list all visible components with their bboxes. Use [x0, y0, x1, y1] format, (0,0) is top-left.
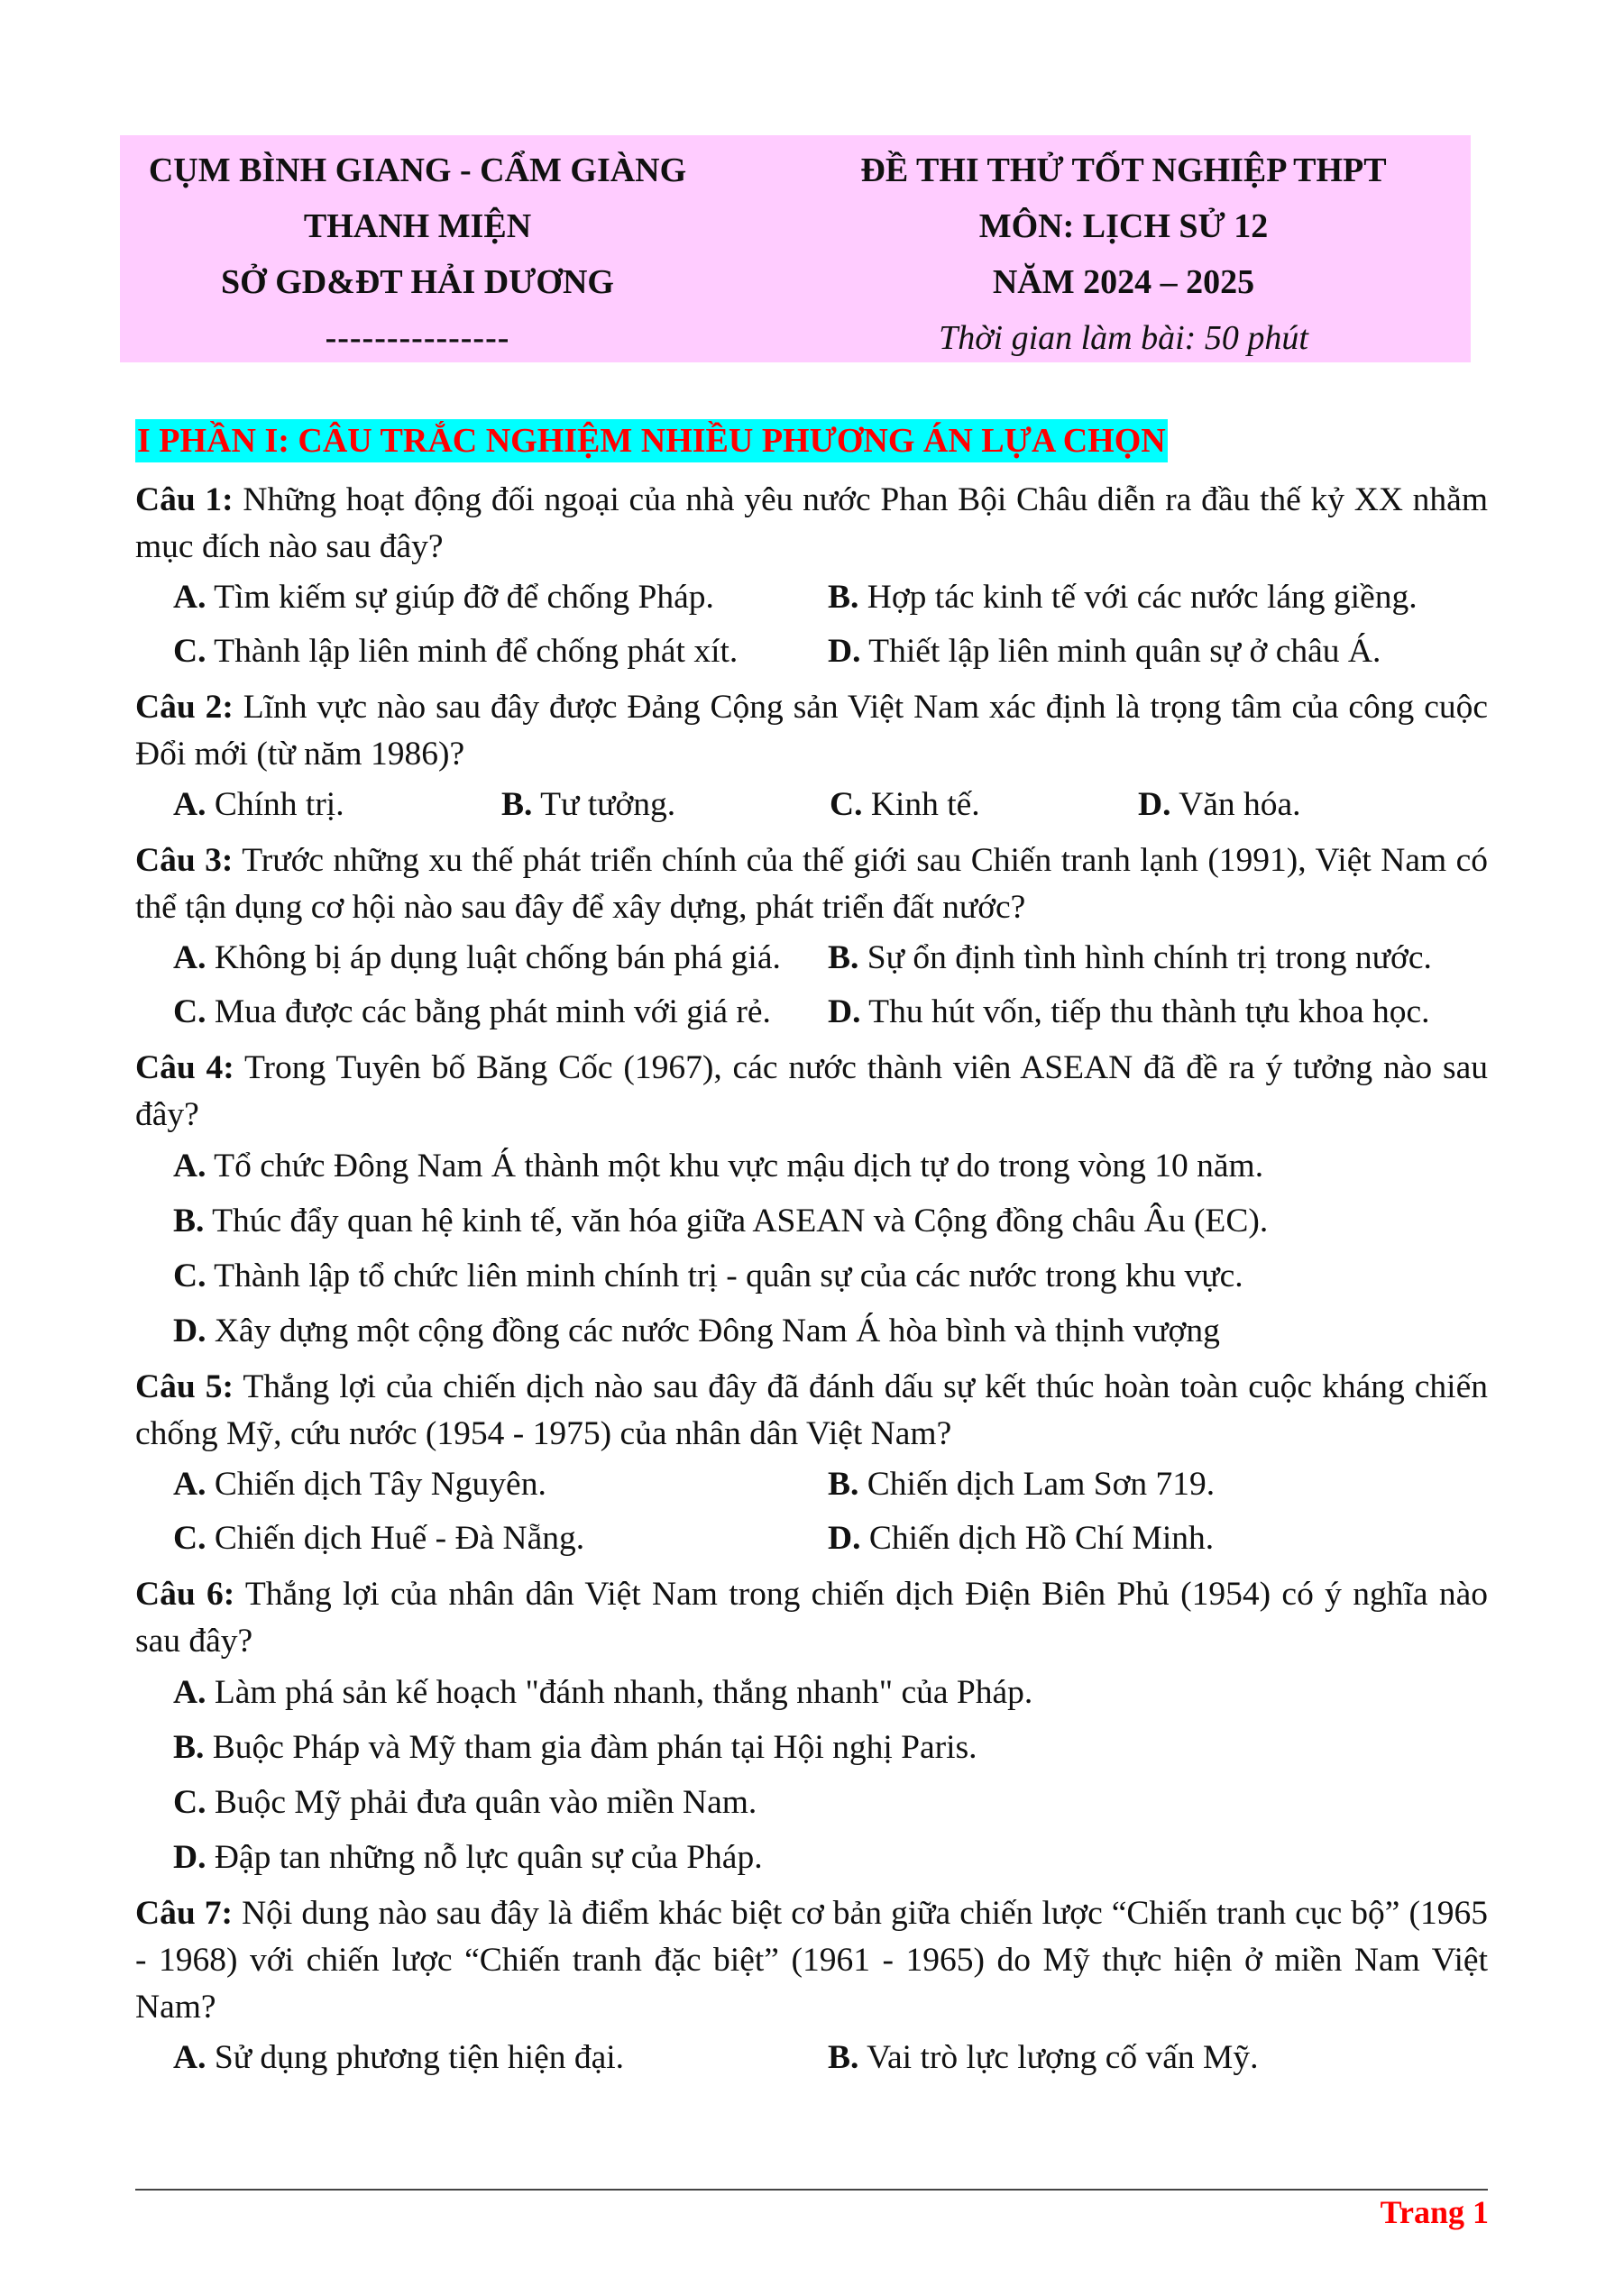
- exam-title: ĐỀ THI THỬ TỐT NGHIỆP THPT: [860, 151, 1387, 189]
- option-text: Làm phá sản kế hoạch "đánh nhanh, thắng nhanh" của Pháp.: [206, 1674, 1033, 1711]
- option-key: D.: [173, 1839, 206, 1876]
- option-c: [135, 1249, 1488, 1304]
- section-title: I PHẦN I: CÂU TRẮC NGHIỆM NHIỀU PHƯƠNG ÁN LỰA CHỌN: [135, 419, 1168, 462]
- option-c: [173, 625, 828, 679]
- option-key: D.: [1138, 786, 1171, 823]
- option-text: Buộc Pháp và Mỹ tham gia đàm phán tại Hội nghị Paris.: [204, 1729, 977, 1766]
- option-key: B.: [828, 1466, 859, 1503]
- option-text: Thiết lập liên minh quân sự ở châu Á.: [860, 633, 1381, 670]
- question-text: Thắng lợi của chiến dịch nào sau đây đã đánh dấu sự kết thúc hoàn toàn cuộc kháng chiến chống Mỹ, cứu nước (1954 - 1975) của nhân dân Việt Nam?: [135, 1368, 1488, 1452]
- option-a: [173, 1458, 828, 1512]
- options-row: [135, 985, 1488, 1039]
- question-2: [135, 684, 1488, 778]
- option-text: Không bị áp dụng luật chống bán phá giá.: [206, 939, 781, 976]
- option-key: A.: [173, 939, 206, 976]
- option-key: D.: [173, 1313, 206, 1349]
- option-text: Tư tưởng.: [532, 786, 676, 823]
- options-row: [135, 778, 1488, 832]
- question-text: Nội dung nào sau đây là điểm khác biệt cơ bản giữa chiến lược “Chiến tranh cục bộ” (1965 - 1968) với chiến lược “Chiến tranh đặc biệt” (1961 - 1965) do Mỹ thực hiện ở miền Nam Việt Nam?: [135, 1895, 1488, 2026]
- option-c: [135, 1775, 1488, 1830]
- exam-subject: MÔN: LỊCH SỬ 12: [978, 207, 1269, 245]
- option-key: D.: [828, 633, 861, 670]
- option-text: Thành lập liên minh để chống phát xít.: [206, 633, 739, 670]
- option-b: [828, 571, 1418, 625]
- option-text: Thúc đẩy quan hệ kinh tế, văn hóa giữa ASEAN và Cộng đồng châu Âu (EC).: [204, 1203, 1269, 1239]
- option-d: [135, 1830, 1488, 1885]
- option-d: [828, 1512, 1214, 1566]
- option-key: B.: [828, 579, 859, 616]
- option-key: C.: [173, 1258, 206, 1294]
- option-text: Chính trị.: [206, 786, 344, 823]
- option-text: Vai trò lực lượng cố vấn Mỹ.: [858, 2039, 1259, 2076]
- option-text: Văn hóa.: [1170, 786, 1301, 823]
- options-row: [135, 931, 1488, 985]
- option-b: [135, 1194, 1488, 1249]
- option-key: B.: [828, 2039, 859, 2076]
- question-text: Những hoạt động đối ngoại của nhà yêu nước Phan Bội Châu diễn ra đầu thế kỷ XX nhằm mục đích nào sau đây?: [135, 481, 1488, 565]
- option-text: Tổ chức Đông Nam Á thành một khu vực mậu dịch tự do trong vòng 10 năm.: [206, 1148, 1264, 1185]
- option-a: [173, 571, 828, 625]
- option-b: [501, 778, 830, 832]
- question-text: Thắng lợi của nhân dân Việt Nam trong chiến dịch Điện Biên Phủ (1954) có ý nghĩa nào sau đây?: [135, 1576, 1488, 1660]
- option-b: [828, 1458, 1215, 1512]
- question-6: [135, 1571, 1488, 1665]
- question-label: Câu 2:: [135, 689, 234, 726]
- option-c: [830, 778, 1138, 832]
- option-a: [173, 931, 828, 985]
- option-key: C.: [173, 993, 206, 1030]
- department-name: SỞ GD&ĐT HẢI DƯƠNG: [221, 263, 614, 301]
- option-key: A.: [173, 579, 206, 616]
- exam-content: [135, 419, 1488, 2085]
- option-key: A.: [173, 1674, 206, 1711]
- question-text: Lĩnh vực nào sau đây được Đảng Cộng sản Việt Nam xác định là trọng tâm của công cuộc Đổi mới (từ năm 1986)?: [135, 689, 1488, 773]
- options-row: [135, 625, 1488, 679]
- options-row: [135, 1458, 1488, 1512]
- option-a: [135, 1139, 1488, 1194]
- option-text: Chiến dịch Hồ Chí Minh.: [860, 1520, 1215, 1557]
- question-label: Câu 5:: [135, 1368, 234, 1405]
- question-4: [135, 1045, 1488, 1139]
- options-row: [135, 2031, 1488, 2085]
- exam-year: NĂM 2024 – 2025: [992, 263, 1255, 301]
- option-d: [135, 1304, 1488, 1358]
- option-text: Đập tan những nỗ lực quân sự của Pháp.: [206, 1839, 763, 1876]
- option-text: Sử dụng phương tiện hiện đại.: [206, 2039, 625, 2076]
- footer-rule: [135, 2189, 1488, 2191]
- header-divider-dashes: ---------------: [325, 319, 510, 357]
- option-text: Sự ổn định tình hình chính trị trong nước.: [858, 939, 1432, 976]
- question-label: Câu 1:: [135, 481, 234, 518]
- option-key: C.: [830, 786, 863, 823]
- option-key: C.: [173, 1520, 206, 1557]
- question-text: Trong Tuyên bố Băng Cốc (1967), các nước thành viên ASEAN đã đề ra ý tưởng nào sau đây?: [135, 1049, 1488, 1133]
- option-text: Chiến dịch Tây Nguyên.: [206, 1466, 546, 1503]
- header-left: [120, 142, 715, 366]
- option-a: [173, 2031, 828, 2085]
- option-text: Kinh tế.: [862, 786, 980, 823]
- option-text: Chiến dịch Lam Sơn 719.: [858, 1466, 1216, 1503]
- option-d: [828, 985, 1430, 1039]
- option-text: Mua được các bằng phát minh với giá rẻ.: [206, 993, 771, 1030]
- option-b: [135, 1720, 1488, 1775]
- question-label: Câu 4:: [135, 1049, 234, 1086]
- option-key: B.: [173, 1203, 205, 1239]
- option-b: [828, 2031, 1258, 2085]
- option-key: B.: [173, 1729, 205, 1766]
- option-text: Buộc Mỹ phải đưa quân vào miền Nam.: [206, 1784, 757, 1821]
- option-d: [828, 625, 1381, 679]
- option-key: D.: [828, 993, 861, 1030]
- option-c: [173, 1512, 828, 1566]
- option-a: [135, 1665, 1488, 1720]
- option-text: Hợp tác kinh tế với các nước láng giềng.: [858, 579, 1418, 616]
- question-label: Câu 3:: [135, 842, 234, 879]
- option-a: [173, 778, 501, 832]
- options-row: [135, 1512, 1488, 1566]
- option-key: A.: [173, 2039, 206, 2076]
- question-5: [135, 1364, 1488, 1458]
- option-key: A.: [173, 786, 206, 823]
- option-d: [1138, 778, 1301, 832]
- exam-header: [120, 135, 1471, 362]
- options-row: [135, 571, 1488, 625]
- exam-duration: Thời gian làm bài: 50 phút: [939, 319, 1308, 357]
- option-b: [828, 931, 1432, 985]
- option-text: Thành lập tổ chức liên minh chính trị - quân sự của các nước trong khu vực.: [206, 1258, 1243, 1294]
- question-7: [135, 1890, 1488, 2031]
- option-key: B.: [828, 939, 859, 976]
- question-label: Câu 6:: [135, 1576, 235, 1613]
- option-text: Tìm kiếm sự giúp đỡ để chống Pháp.: [206, 579, 714, 616]
- question-3: [135, 837, 1488, 931]
- question-label: Câu 7:: [135, 1895, 233, 1932]
- option-text: Chiến dịch Huế - Đà Nẵng.: [206, 1520, 585, 1557]
- option-key: C.: [173, 1784, 206, 1821]
- option-c: [173, 985, 828, 1039]
- option-key: D.: [828, 1520, 861, 1557]
- question-1: [135, 477, 1488, 571]
- option-text: Thu hút vốn, tiếp thu thành tựu khoa học.: [860, 993, 1430, 1030]
- option-text: Xây dựng một cộng đồng các nước Đông Nam Á hòa bình và thịnh vượng: [206, 1313, 1220, 1349]
- option-key: A.: [173, 1148, 206, 1185]
- option-key: C.: [173, 633, 206, 670]
- page-number: Trang 1: [1380, 2194, 1489, 2230]
- option-key: A.: [173, 1466, 206, 1503]
- question-text: Trước những xu thế phát triển chính của thế giới sau Chiến tranh lạnh (1991), Việt Nam có thể tận dụng cơ hội nào sau đây để xây dựng, phát triển đất nước?: [135, 842, 1488, 926]
- option-key: B.: [501, 786, 533, 823]
- header-right: [776, 142, 1471, 366]
- cluster-name-line1: CỤM BÌNH GIANG - CẨM GIÀNG: [148, 151, 687, 189]
- cluster-name-line2: THANH MIỆN: [303, 207, 532, 245]
